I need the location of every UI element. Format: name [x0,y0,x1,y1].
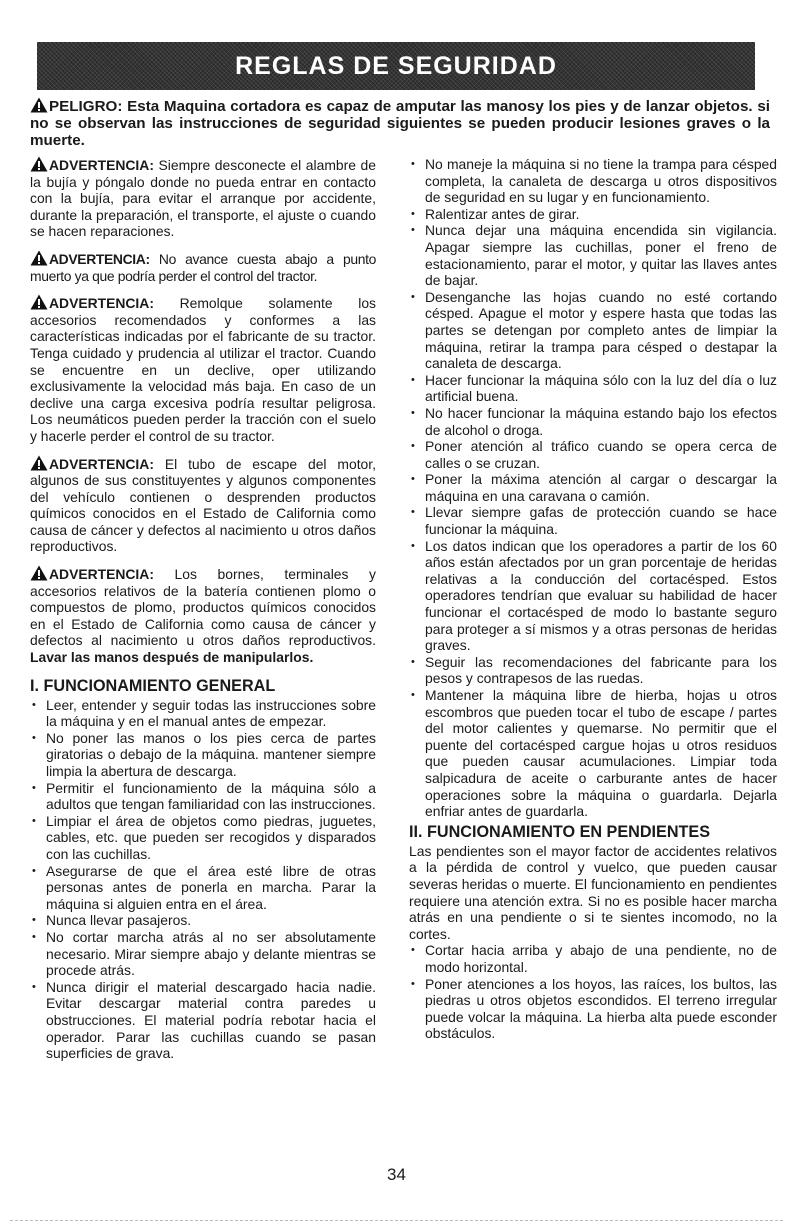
list-item: • Desenganche las hojas cuando no esté cortando césped. Apague el motor y espere hasta que todas las partes se detengan por completo antes de limpiar la máquina, retirar la trampa para césped o destapar la canaleta de descarga. [409,289,777,372]
list-item: • Permitir el funcionamiento de la máquina sólo a adultos que tengan familiaridad con las instrucciones. [30,780,376,813]
list-item: • Hacer funcionar la máquina sólo con la luz del día o luz artificial buena. [409,372,777,405]
list-item: • Leer, entender y seguir todas las instrucciones sobre la máquina y en el manual antes de empezar. [30,697,376,730]
warning-triangle-icon [30,455,48,471]
list-item: • Poner atención al tráfico cuando se opera cerca de calles o se cruzan. [409,438,777,471]
list-item: • Nunca dirigir el material descargado hacia nadie. Evitar descargar material contra paredes u obstrucciones. El material podría rebotar hacia el operador. Parar las cuchillas cuando se pasan superficies de grava. [30,979,376,1062]
warning-label: ADVERTENCIA: [49,250,150,267]
warning-paragraph-5 [30,565,376,666]
warning-triangle-icon [30,294,48,310]
list-item: • No poner las manos o los pies cerca de partes giratorias o debajo de la máquina. mantener siempre limpia la abertura de descarga. [30,730,376,780]
section-heading-general: I. FUNCIONAMIENTO GENERAL [30,676,276,695]
warning-paragraph-1 [30,156,376,240]
section-heading-slopes: II. FUNCIONAMIENTO EN PENDIENTES [409,822,710,841]
list-item: • No maneje la máquina si no tiene la trampa para césped completa, la canaleta de descarga u otros dispositivos de seguridad en su lugar y en funcionamiento. [409,156,777,206]
list-item: • No hacer funcionar la máquina estando bajo los efectos de alcohol o droga. [409,405,777,438]
list-item: • Nunca llevar pasajeros. [30,912,376,929]
header-banner [37,42,755,90]
warning-paragraph-4 [30,455,376,556]
danger-label: PELIGRO: [49,98,123,115]
warning-text: Remolque solamente los accesorios recomendados y conformes a las características indicadas por el fabricante de su tractor. Tenga cuidado y prudencia al utilizar el tractor. Cuando se encuentre en un declive, oper utilizando exclusivamente la velocidad más baja. En caso de un declive una carga excesiva podría resultar peligrosa. Los neumáticos pueden perder la tracción con el suelo y hacerle perder el control de su tractor. [30,295,376,444]
list-item: • Poner atenciones a los hoyos, las raíces, los bultos, las piedras u otros objetos escondidos. El terreno irregular puede volcar la máquina. La hierba alta puede esconder obstáculos. [409,976,777,1042]
warning-triangle-icon [30,250,48,266]
warning-triangle-icon [30,565,48,581]
danger-notice [30,97,770,149]
warning-text: No avance cuesta abajo a punto muerto ya que podría perder el control del tractor. [30,250,376,284]
warning-label: ADVERTENCIA: [49,455,154,472]
list-item: • Cortar hacia arriba y abajo de una pendiente, no de modo horizontal. [409,942,777,975]
general-operation-list-continued [409,156,777,820]
list-item: • Nunca dejar una máquina encendida sin vigilancia. Apagar siempre las cuchillas, poner el freno de estacionamiento, parar el motor, y quitar las llaves antes de bajar. [409,222,777,288]
footer-divider [10,1220,783,1221]
page-title: REGLAS DE SEGURIDAD [235,51,557,80]
warning-text: Siempre desconecte el alambre de la bujía y póngalo donde no pueda entrar en contacto con la bujía, para evitar el arranque por accidente, durante la preparación, el transporte, el ajuste o cuando se hacen reparaciones. [30,157,376,240]
list-item: • Limpiar el área de objetos como piedras, juguetes, cables, etc. que pueden ser recogidos y disparados con las cuchillas. [30,813,376,863]
danger-text: Esta Maquina cortadora es capaz de amputar las manosy los pies y de lanzar objetos. si no se observan las instrucciones de seguridad siguientes se pueden producir lesiones graves o la muerte. [30,98,770,149]
right-column [409,156,777,1042]
warning-paragraph-3 [30,294,376,444]
list-item: • No cortar marcha atrás al no ser absolutamente necesario. Mirar siempre abajo y delante mientras se procede atrás. [30,929,376,979]
list-item: • Mantener la máquina libre de hierba, hojas u otros escombros que pueden tocar el tubo de escape / partes del motor calientes y quemarse. No permitir que el puente del cortacésped cargue hojas u otros residuos que pueden causar acumulaciones. Limpiar toda salpicadura de aceite o carburante antes de hacer operaciones sobre la máquina o guardarla. Dejarla enfriar antes de guardarla. [409,687,777,820]
list-item: • Llevar siempre gafas de protección cuando se hace funcionar la máquina. [409,504,777,537]
list-item: • Asegurarse de que el área esté libre de otras personas antes de ponerla en marcha. Parar la máquina si alguien entra en el área. [30,863,376,913]
warning-text: El tubo de escape del motor, algunos de sus constituyentes y algunos componentes del vehículo contienen o desprenden productos químicos conocidos en el Estado de California como causa de cáncer y defectos al nacimiento u otros daños reproductivos. [30,455,376,555]
warning-triangle-icon [30,156,48,172]
slopes-intro: Las pendientes son el mayor factor de accidentes relativos a la pérdida de control y vuelco, que pueden causar severas heridas o muerte. El funcionamiento en pendientes requiere una atención extra. Si no es posible hacer marcha atrás en una pendiente o si te sientes incomodo, no la cortes. [409,842,777,942]
warning-label: ADVERTENCIA: [49,566,154,583]
warning-emphasis: Lavar las manos después de manipularlos. [30,649,314,666]
list-item: • Seguir las recomendaciones del fabricante para los pesos y contrapesos de las ruedas. [409,654,777,687]
warning-label: ADVERTENCIA: [49,157,154,173]
warning-triangle-icon [30,97,48,113]
list-item: • Poner la máxima atención al cargar o descargar la máquina en una caravana o camión. [409,471,777,504]
warning-paragraph-2 [30,250,376,284]
page-number: 34 [387,1165,406,1184]
list-item: • Los datos indican que los operadores a partir de los 60 años están afectados por un gran porcentaje de heridas relativas a la conducción del cortacésped. Estos operadores tendrían que evaluar su habilidad de hacer funcionar el cortacésped de modo lo bastante seguro para proteger a sí mismos y a otras personas de heridas graves. [409,538,777,654]
general-operation-list [30,697,376,1062]
warning-label: ADVERTENCIA: [49,295,154,312]
warning-text: Los bornes, terminales y accesorios relativos de la batería contienen plomo o compuestos de plomo, productos químicos conocidos en el Estado de California como causa de cáncer y defectos al nacimiento u otros daños reproductivos. [30,566,376,649]
left-column [30,156,376,1062]
slopes-list [409,942,777,1042]
list-item: • Ralentizar antes de girar. [409,206,777,223]
